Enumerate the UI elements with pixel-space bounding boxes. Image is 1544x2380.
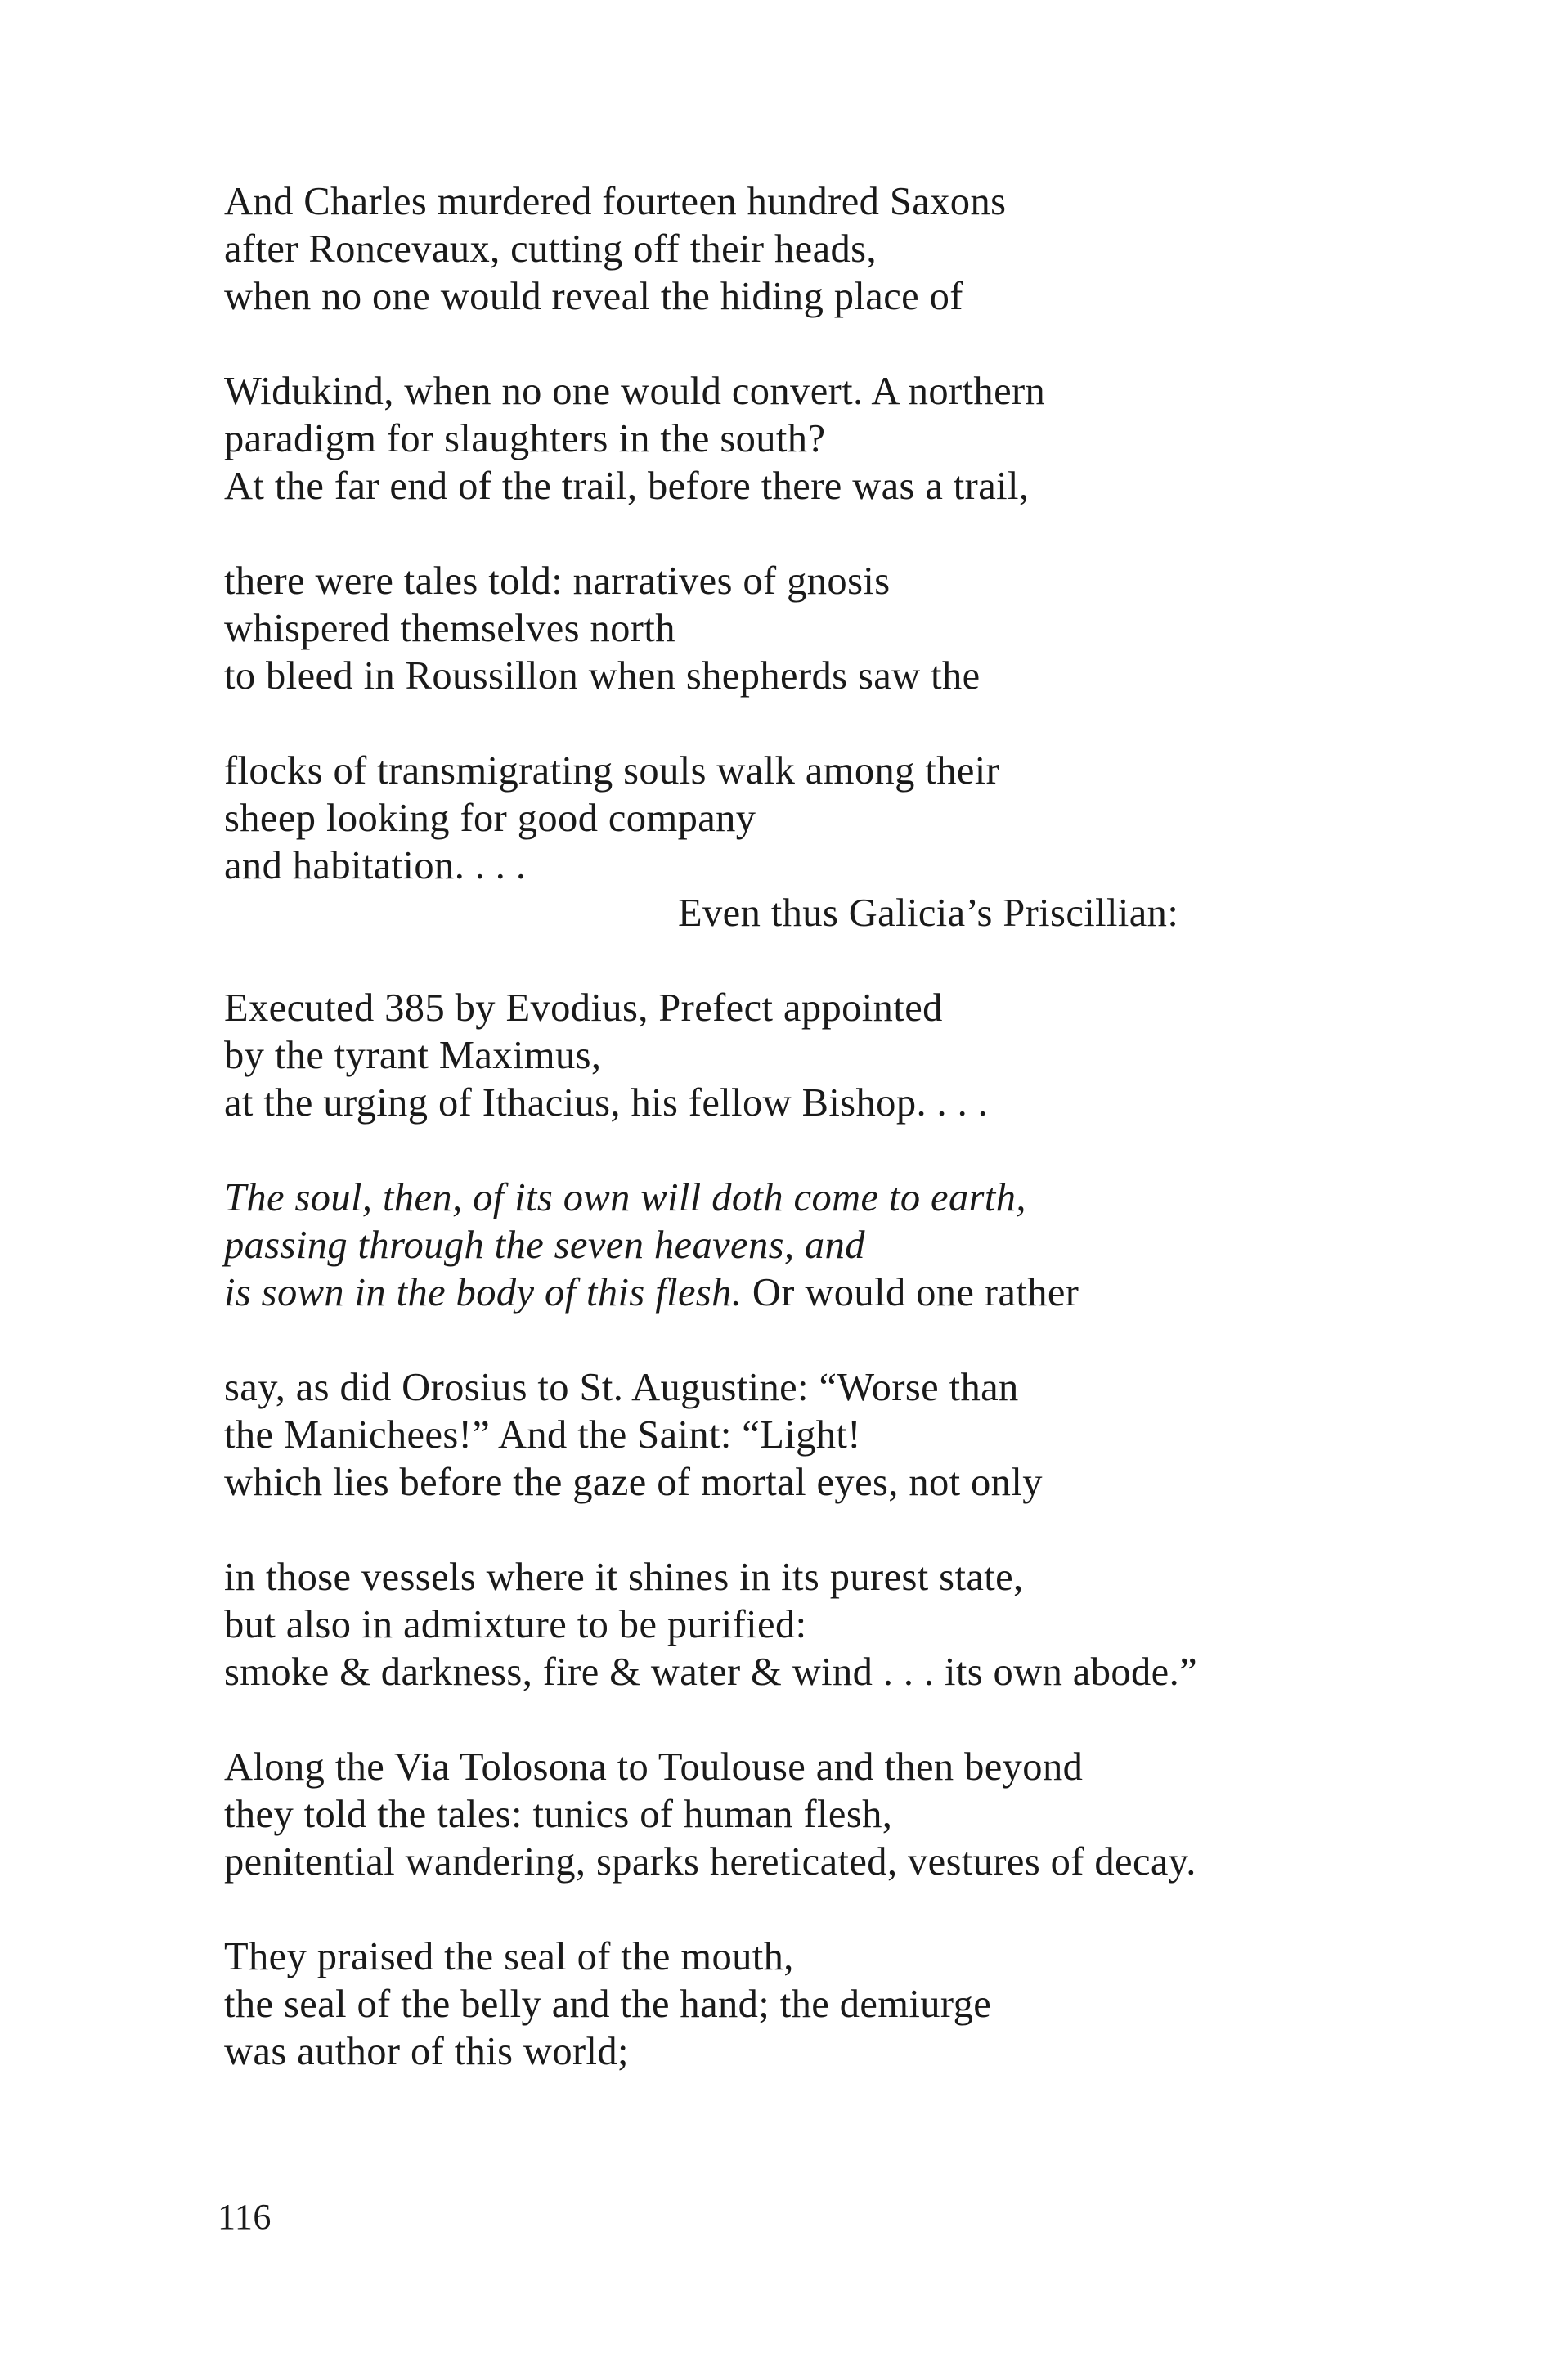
roman-continuation: Or would one rather [742, 1271, 1079, 1314]
poem-line: At the far end of the trail, before there was a trail, [224, 465, 1030, 508]
poem-line: And Charles murdered fourteen hundred Saxons [224, 180, 1007, 223]
poem-line [224, 1269, 1434, 1317]
stanza [224, 1364, 1434, 1507]
poem-line: They praised the seal of the mouth, [224, 1935, 794, 1978]
poem-line: they told the tales: tunics of human flesh, [224, 1793, 893, 1836]
poem-line: the seal of the belly and the hand; the demiurge [224, 1983, 992, 2026]
poem-line: the Manichees!” And the Saint: “Light! [224, 1413, 861, 1457]
poem-line: when no one would reveal the hiding place of [224, 275, 963, 318]
stanza [224, 985, 1434, 1127]
poem-line: Executed 385 by Evodius, Prefect appointed [224, 986, 943, 1030]
poem-line: and habitation. . . . [224, 844, 527, 887]
poem-line-indented: Even thus Galicia’s Priscillian: [678, 891, 1179, 935]
stanza [224, 558, 1434, 700]
poem-line: say, as did Orosius to St. Augustine: “Worse than [224, 1366, 1019, 1409]
poem-line: to bleed in Roussillon when shepherds saw the [224, 654, 981, 698]
poem-line: which lies before the gaze of mortal eyes, not only [224, 1461, 1043, 1504]
poem-line: flocks of transmigrating souls walk among their [224, 749, 1000, 793]
poem-body [224, 178, 1434, 2076]
stanza [224, 1744, 1434, 1886]
poem-line-italic: passing through the seven heavens, and [224, 1224, 865, 1267]
poem-line: Widukind, when no one would convert. A northern [224, 370, 1046, 413]
page-number: 116 [218, 2197, 272, 2237]
poem-line: after Roncevaux, cutting off their heads, [224, 227, 877, 271]
poem-line: but also in admixture to be purified: [224, 1603, 807, 1646]
poem-line: Along the Via Tolosona to Toulouse and then beyond [224, 1745, 1084, 1789]
poem-line: at the urging of Ithacius, his fellow Bishop. . . . [224, 1081, 989, 1125]
stanza [224, 1174, 1434, 1317]
stanza [224, 1554, 1434, 1696]
poem-line: sheep looking for good company [224, 797, 756, 840]
poem-line: penitential wandering, sparks hereticated, vestures of decay. [224, 1840, 1196, 1884]
poem-line: smoke & darkness, fire & water & wind . . . its own abode.” [224, 1650, 1198, 1694]
stanza [224, 368, 1434, 510]
poem-line: whispered themselves north [224, 607, 676, 650]
italic-quote-fragment: is sown in the body of this flesh. [224, 1271, 743, 1314]
stanza [224, 178, 1434, 321]
poem-line: in those vessels where it shines in its purest state, [224, 1556, 1024, 1599]
poem-line: by the tyrant Maximus, [224, 1034, 602, 1077]
stanza [224, 1933, 1434, 2076]
poem-line-italic: The soul, then, of its own will doth come to earth, [224, 1176, 1026, 1219]
stanza [224, 748, 1434, 937]
poem-line: paradigm for slaughters in the south? [224, 417, 826, 460]
poem-line: was author of this world; [224, 2030, 629, 2073]
poem-line: there were tales told: narratives of gnosis [224, 559, 891, 603]
